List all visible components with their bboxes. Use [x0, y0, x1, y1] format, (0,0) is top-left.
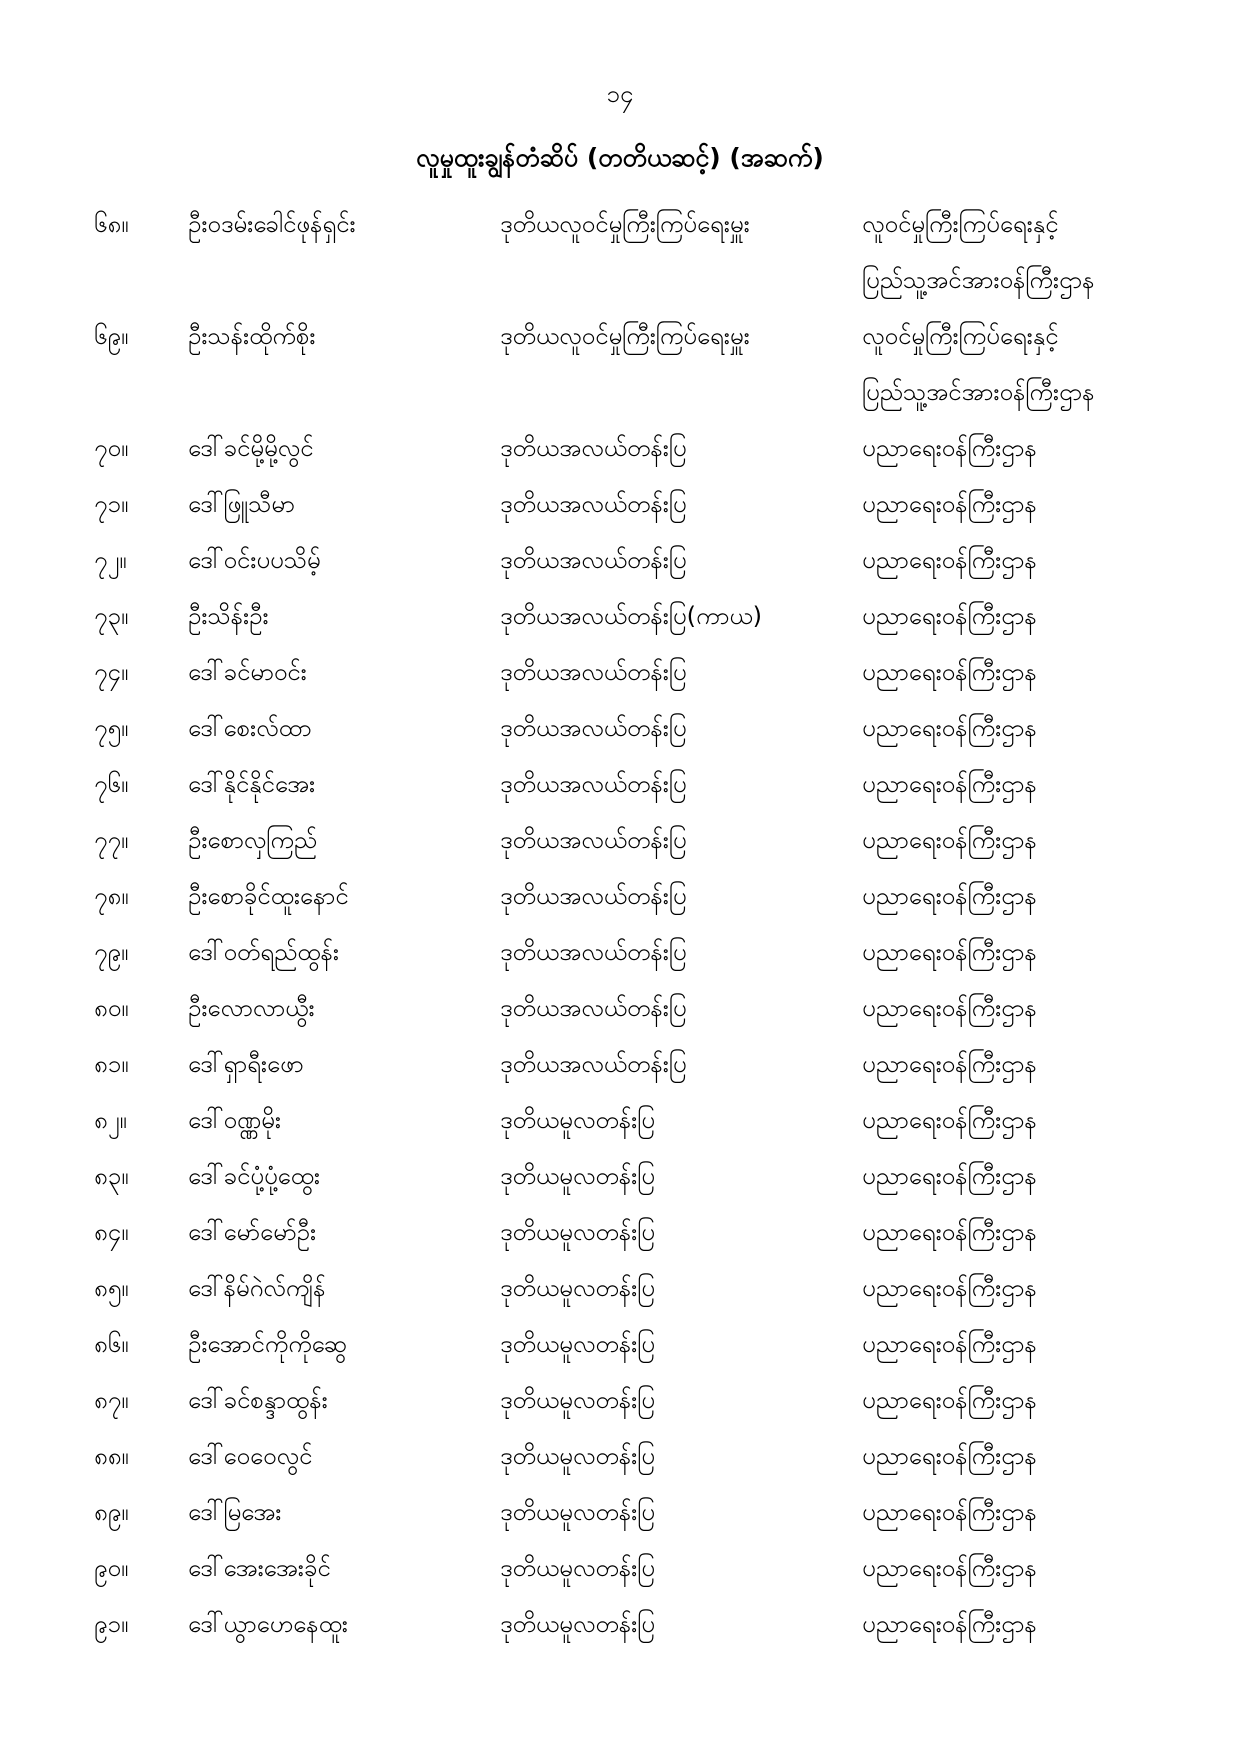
item-name: ဒေါ်ခင်စန္ဒာထွန်း	[188, 1386, 328, 1414]
page-number: ၁၄	[606, 80, 634, 108]
list-item	[0, 924, 1240, 980]
list-item	[0, 588, 1240, 644]
item-department: ပညာရေးဝန်ကြီးဌာန	[862, 1554, 1037, 1582]
item-rank: ဒုတိယအလယ်တန်းပြ	[500, 994, 687, 1022]
list-item	[0, 756, 1240, 812]
item-name: ဒေါ်ခင်မို့မို့လွင်	[188, 434, 314, 462]
item-name: ဦးသိန်းဦး	[188, 602, 269, 630]
award-list	[0, 196, 1240, 1652]
item-department: ပညာရေးဝန်ကြီးဌာန	[862, 770, 1037, 798]
list-item	[0, 812, 1240, 868]
list-item	[0, 1036, 1240, 1092]
list-item	[0, 308, 1240, 420]
list-item	[0, 868, 1240, 924]
list-item	[0, 1316, 1240, 1372]
item-department: ပညာရေးဝန်ကြီးဌာန	[862, 1610, 1037, 1638]
item-department-line1: လူဝင်မှုကြီးကြပ်ရေးနှင့်	[862, 210, 1059, 238]
list-item	[0, 1484, 1240, 1540]
item-number: ၇၅။	[94, 714, 129, 742]
item-rank: ဒုတိယမူလတန်းပြ	[500, 1162, 655, 1190]
item-name: ဒေါ်ဝဏ္ဏမိုး	[188, 1106, 281, 1134]
item-department: ပညာရေးဝန်ကြီးဌာန	[862, 1162, 1037, 1190]
item-rank: ဒုတိယအလယ်တန်းပြ	[500, 770, 687, 798]
item-department: ပညာရေးဝန်ကြီးဌာန	[862, 1050, 1037, 1078]
item-number: ၈၂။	[94, 1106, 127, 1134]
list-item	[0, 1540, 1240, 1596]
item-name: ဒေါ်ဝတ်ရည်ထွန်း	[188, 938, 339, 966]
item-rank: ဒုတိယအလယ်တန်းပြ	[500, 434, 687, 462]
item-name: ဒေါ်ဖြူသီမာ	[188, 490, 295, 518]
item-department: ပညာရေးဝန်ကြီးဌာန	[862, 602, 1037, 630]
item-department: ပညာရေးဝန်ကြီးဌာန	[862, 1386, 1037, 1414]
item-rank: ဒုတိယမူလတန်းပြ	[500, 1554, 655, 1582]
item-rank: ဒုတိယမူလတန်းပြ	[500, 1274, 655, 1302]
item-department-line2: ပြည်သူ့အင်အားဝန်ကြီးဌာန	[862, 266, 1095, 294]
item-number: ၇၃။	[94, 602, 129, 630]
item-number: ၈၃။	[94, 1162, 129, 1190]
item-department: ပညာရေးဝန်ကြီးဌာန	[862, 826, 1037, 854]
item-name: ဒေါ်ရှာရီးဖော	[188, 1050, 304, 1078]
item-department: ပညာရေးဝန်ကြီးဌာန	[862, 1498, 1037, 1526]
item-number: ၇၂။	[94, 546, 127, 574]
item-name: ဦးစောလှကြည်	[188, 826, 318, 854]
list-item	[0, 644, 1240, 700]
item-name: ဦးသန်းထိုက်စိုး	[188, 322, 316, 350]
item-number: ၇၆။	[94, 770, 129, 798]
item-number: ၉၀။	[94, 1554, 129, 1582]
item-rank: ဒုတိယလူဝင်မှုကြီးကြပ်ရေးမှူး	[500, 322, 750, 350]
item-rank: ဒုတိယအလယ်တန်းပြ(ကာယ)	[500, 602, 762, 630]
list-item	[0, 532, 1240, 588]
item-number: ၈၀။	[94, 994, 129, 1022]
item-name: ဒေါ်နိမ်ဂဲလ်ကျိန်	[188, 1274, 326, 1302]
item-rank: ဒုတိယအလယ်တန်းပြ	[500, 1050, 687, 1078]
list-item	[0, 196, 1240, 308]
list-item	[0, 1428, 1240, 1484]
item-rank: ဒုတိယအလယ်တန်းပြ	[500, 826, 687, 854]
item-number: ၈၉။	[94, 1498, 129, 1526]
item-rank: ဒုတိယမူလတန်းပြ	[500, 1386, 655, 1414]
item-name: ဒေါ်ယွာဟေနေထူး	[188, 1610, 348, 1638]
item-rank: ဒုတိယအလယ်တန်းပြ	[500, 546, 687, 574]
item-number: ၉၁။	[94, 1610, 129, 1638]
page-title: လူမှုထူးချွန်တံဆိပ် (တတိယဆင့်) (အဆက်)	[416, 143, 824, 172]
item-department: ပညာရေးဝန်ကြီးဌာန	[862, 1274, 1037, 1302]
item-number: ၇၀။	[94, 434, 129, 462]
item-number: ၈၁။	[94, 1050, 129, 1078]
item-name: ဦးစောခိုင်ထူးနောင်	[188, 882, 349, 910]
item-number: ၇၈။	[94, 882, 129, 910]
list-item	[0, 1596, 1240, 1652]
item-name: ဒေါ်မြအေး	[188, 1498, 282, 1526]
item-rank: ဒုတိယအလယ်တန်းပြ	[500, 714, 687, 742]
item-department: ပညာရေးဝန်ကြီးဌာန	[862, 1106, 1037, 1134]
item-name: ဦးဝဒမ်းခေါင်ဖုန်ရှင်း	[188, 210, 356, 238]
item-department	[862, 308, 1095, 420]
item-department: ပညာရေးဝန်ကြီးဌာန	[862, 1442, 1037, 1470]
item-rank: ဒုတိယအလယ်တန်းပြ	[500, 938, 687, 966]
item-name: ဒေါ်ခင်ပုံ့ပုံ့ထွေး	[188, 1162, 320, 1190]
item-number: ၈၈။	[94, 1442, 129, 1470]
item-name: ဒေါ်ဝေဝေလွင်	[188, 1442, 313, 1470]
item-department: ပညာရေးဝန်ကြီးဌာန	[862, 658, 1037, 686]
list-item	[0, 420, 1240, 476]
list-item	[0, 1260, 1240, 1316]
item-department-line1: လူဝင်မှုကြီးကြပ်ရေးနှင့်	[862, 322, 1059, 350]
item-department	[862, 196, 1095, 308]
list-item	[0, 1148, 1240, 1204]
item-department: ပညာရေးဝန်ကြီးဌာန	[862, 714, 1037, 742]
item-rank: ဒုတိယမူလတန်းပြ	[500, 1218, 655, 1246]
item-rank: ဒုတိယအလယ်တန်းပြ	[500, 882, 687, 910]
item-department: ပညာရေးဝန်ကြီးဌာန	[862, 994, 1037, 1022]
item-number: ၈၆။	[94, 1330, 129, 1358]
item-rank: ဒုတိယအလယ်တန်းပြ	[500, 490, 687, 518]
item-department: ပညာရေးဝန်ကြီးဌာန	[862, 490, 1037, 518]
item-name: ဒေါ်အေးအေးခိုင်	[188, 1554, 331, 1582]
item-number: ၇၁။	[94, 490, 129, 518]
item-rank: ဒုတိယအလယ်တန်းပြ	[500, 658, 687, 686]
item-department: ပညာရေးဝန်ကြီးဌာန	[862, 434, 1037, 462]
list-item	[0, 476, 1240, 532]
list-item	[0, 1204, 1240, 1260]
item-department: ပညာရေးဝန်ကြီးဌာန	[862, 1330, 1037, 1358]
item-number: ၇၄။	[94, 658, 129, 686]
item-rank: ဒုတိယမူလတန်းပြ	[500, 1610, 655, 1638]
item-name: ဦးလောလာယွီး	[188, 994, 315, 1022]
item-name: ဒေါ်ခင်မာဝင်း	[188, 658, 307, 686]
item-department: ပညာရေးဝန်ကြီးဌာန	[862, 1218, 1037, 1246]
item-rank: ဒုတိယမူလတန်းပြ	[500, 1442, 655, 1470]
item-number: ၈၄။	[94, 1218, 129, 1246]
item-name: ဒေါ်စေးလ်ထာ	[188, 714, 312, 742]
item-rank: ဒုတိယမူလတန်းပြ	[500, 1330, 655, 1358]
item-department: ပညာရေးဝန်ကြီးဌာန	[862, 882, 1037, 910]
item-number: ၇၇။	[94, 826, 129, 854]
list-item	[0, 1372, 1240, 1428]
list-item	[0, 700, 1240, 756]
item-department: ပညာရေးဝန်ကြီးဌာန	[862, 938, 1037, 966]
list-item	[0, 980, 1240, 1036]
item-number: ၇၉။	[94, 938, 129, 966]
item-number: ၆၈။	[94, 210, 129, 238]
item-rank: ဒုတိယမူလတန်းပြ	[500, 1498, 655, 1526]
item-rank: ဒုတိယလူဝင်မှုကြီးကြပ်ရေးမှူး	[500, 210, 750, 238]
item-name: ဒေါ်နိုင်နိုင်အေး	[188, 770, 316, 798]
item-name: ဒေါ်ဝင်းပပသိမ့်	[188, 546, 321, 574]
item-name: ဦးအောင်ကိုကိုဆွေ	[188, 1330, 347, 1358]
item-name: ဒေါ်မော်မော်ဦး	[188, 1218, 317, 1246]
list-item	[0, 1092, 1240, 1148]
item-number: ၈၅။	[94, 1274, 129, 1302]
item-number: ၈၇။	[94, 1386, 129, 1414]
item-department-line2: ပြည်သူ့အင်အားဝန်ကြီးဌာန	[862, 378, 1095, 406]
item-department: ပညာရေးဝန်ကြီးဌာန	[862, 546, 1037, 574]
item-number: ၆၉။	[94, 322, 129, 350]
item-rank: ဒုတိယမူလတန်းပြ	[500, 1106, 655, 1134]
